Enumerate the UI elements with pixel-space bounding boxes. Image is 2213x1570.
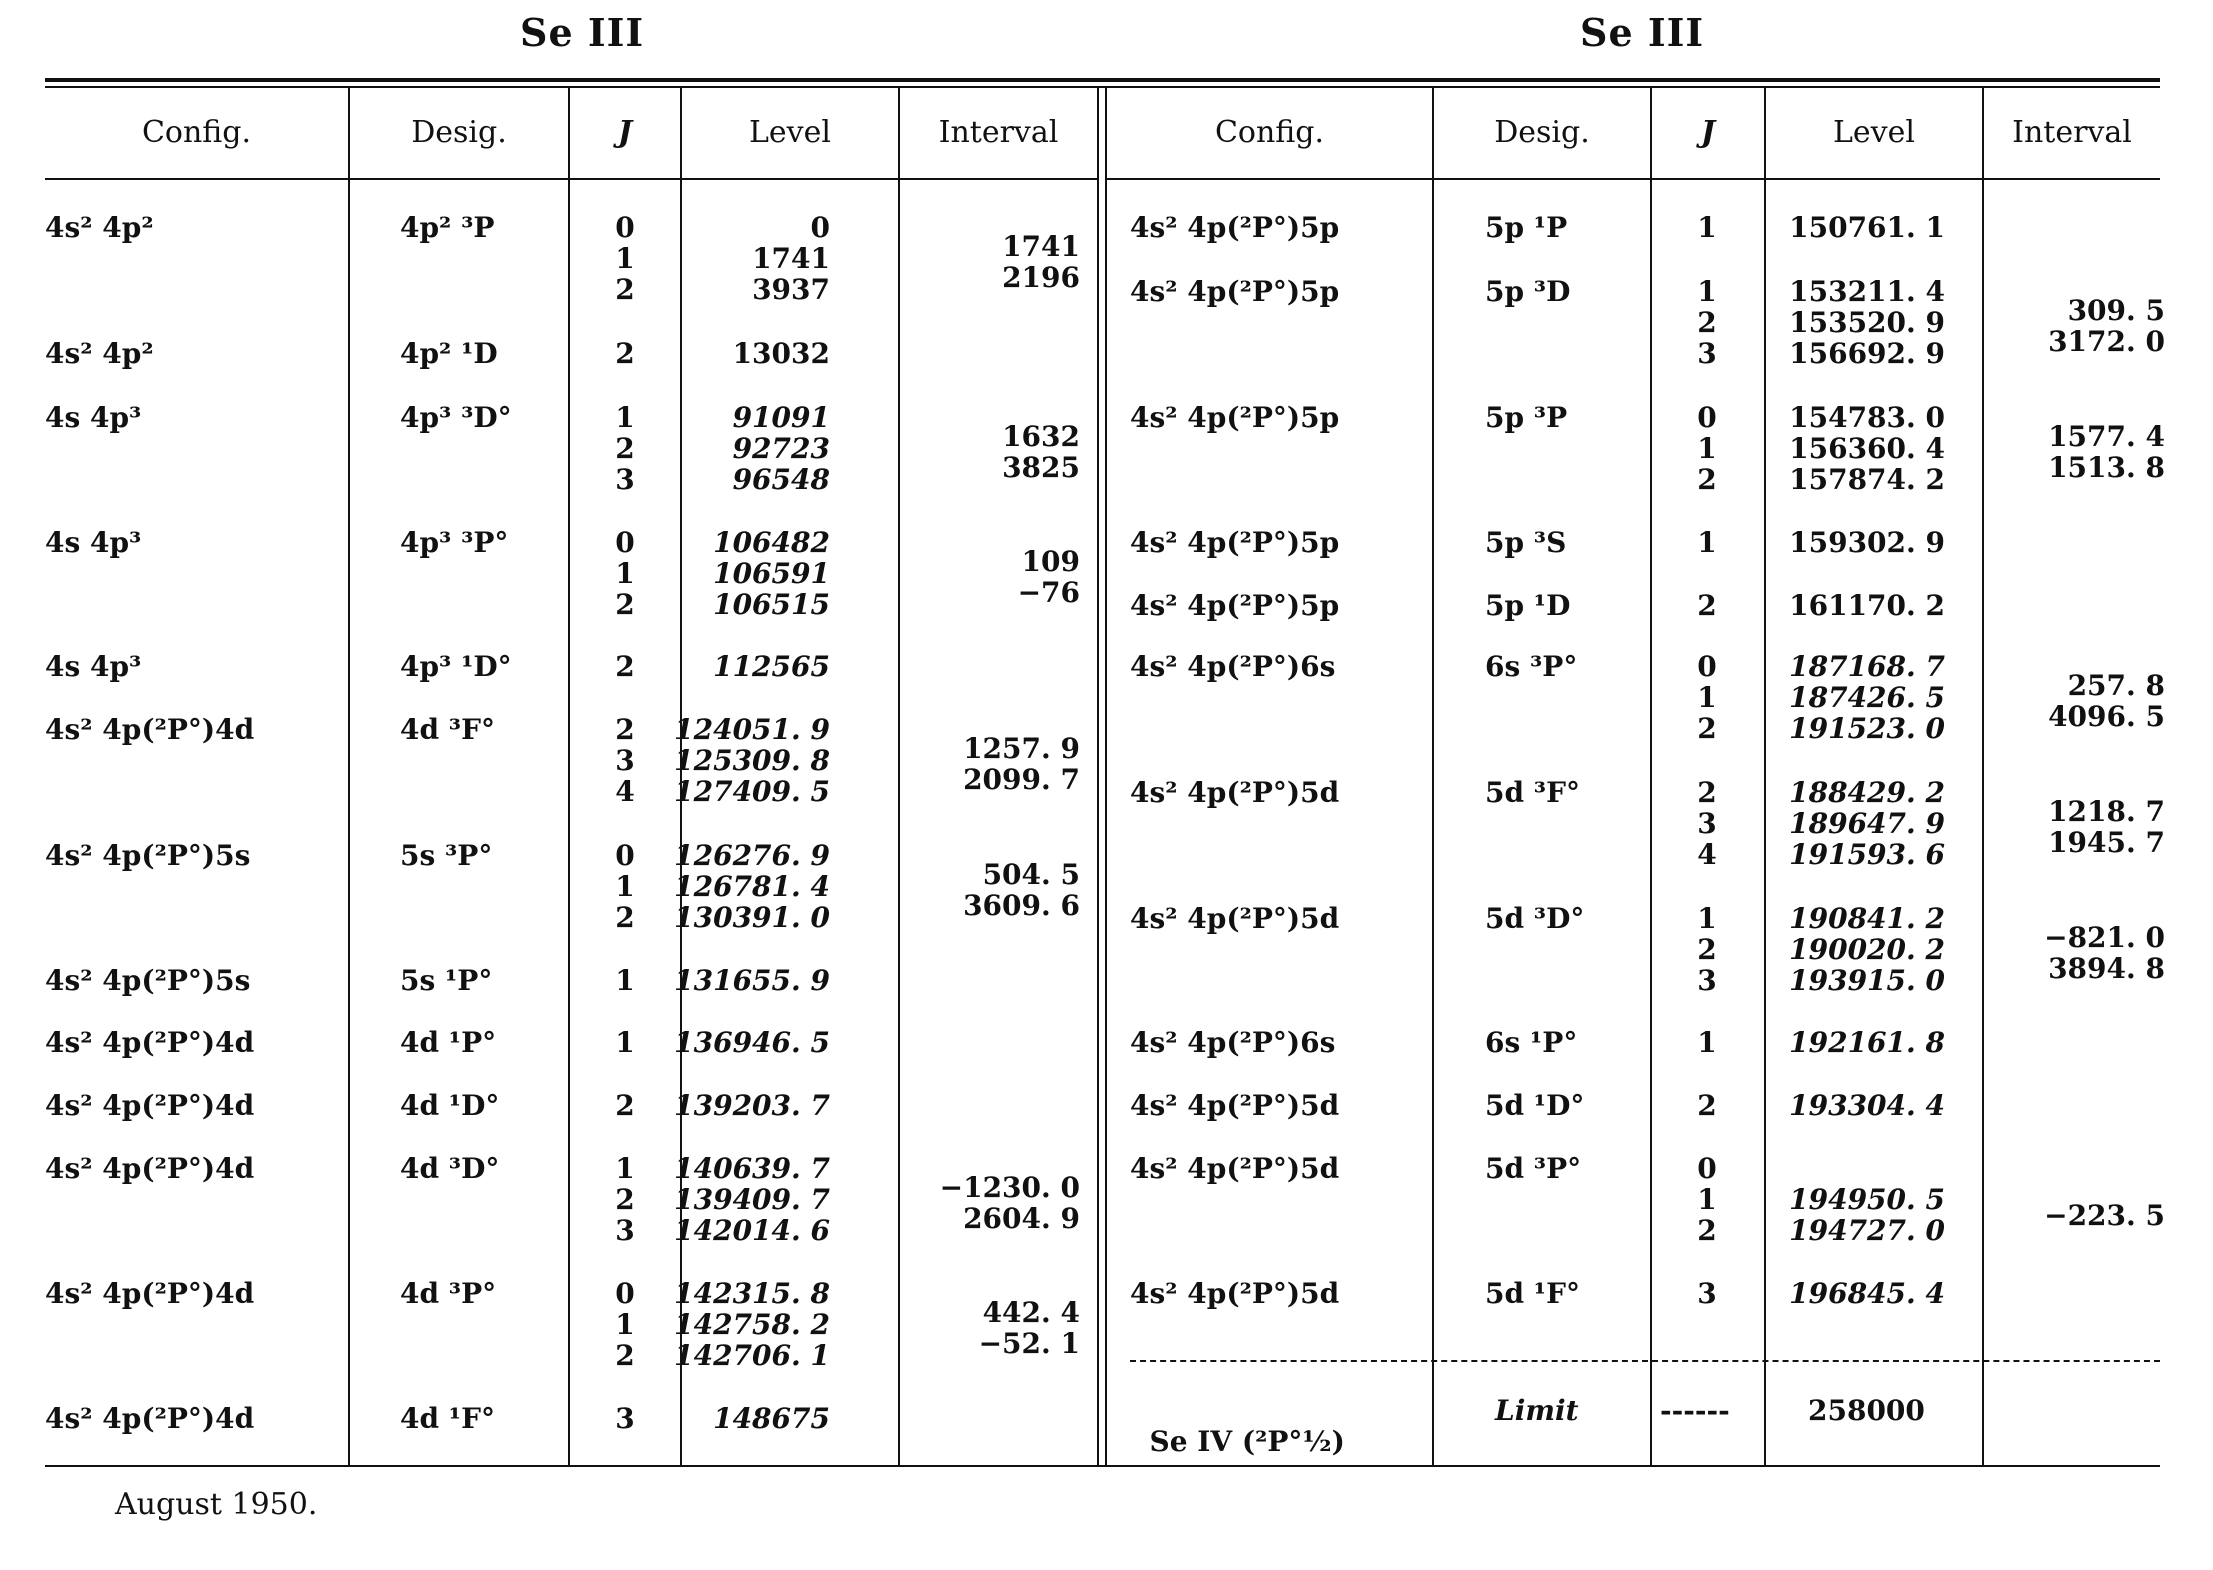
row-desig: 5p ³D	[1485, 275, 1571, 308]
row-j-value: 2	[615, 650, 635, 683]
row-interval-value: 1632	[1002, 419, 1080, 453]
row-j-value: 2	[1697, 712, 1717, 745]
row-config: 4s² 4p(²P°)5d	[1130, 776, 1340, 809]
row-level-value: 92723	[732, 432, 830, 465]
row-j-value: 1	[1697, 211, 1717, 244]
row-j-value: 2	[1697, 589, 1717, 622]
row-level-value: 156692. 9	[1789, 337, 1945, 370]
row-j-value: 2	[1697, 463, 1717, 496]
row-j-value: 1	[615, 1026, 635, 1059]
row-interval-value: 2196	[1002, 260, 1080, 294]
row-interval-value: 3825	[1002, 450, 1080, 484]
row-level-value: 148675	[713, 1402, 830, 1435]
row-desig: 6s ¹P°	[1485, 1026, 1578, 1059]
row-config: 4s² 4p(²P°)5p	[1130, 589, 1340, 622]
row-j-value: 3	[1697, 964, 1717, 997]
row-level-value: 192161. 8	[1789, 1026, 1945, 1059]
row-desig: 5s ³P°	[400, 839, 493, 872]
row-desig: 4p² ¹D	[400, 337, 498, 370]
row-j-value: 0	[1697, 401, 1717, 434]
row-desig: 4d ¹D°	[400, 1089, 500, 1122]
row-level-value: 106515	[713, 588, 830, 621]
row-config: 4s² 4p(²P°)5p	[1130, 275, 1340, 308]
row-j-value: 1	[1697, 681, 1717, 714]
row-desig: 4d ¹F°	[400, 1402, 495, 1435]
header-interval: Interval	[2012, 115, 2132, 150]
row-j-value: 1	[615, 401, 635, 434]
row-interval-value: 3894. 8	[2048, 951, 2165, 985]
row-level-value: 159302. 9	[1789, 526, 1945, 559]
row-desig: 6s ³P°	[1485, 650, 1578, 683]
row-j-value: 1	[615, 870, 635, 903]
limit-desig: Limit	[1495, 1394, 1579, 1427]
header-desig: Desig.	[411, 115, 507, 150]
row-config: 4s² 4p(²P°)4d	[45, 1402, 255, 1435]
row-desig: 5p ³P	[1485, 401, 1568, 434]
row-level-value: 190841. 2	[1789, 902, 1945, 935]
row-interval-value: 109	[1021, 544, 1080, 578]
row-level-value: 153520. 9	[1789, 306, 1945, 339]
row-interval-value: −1230. 0	[939, 1170, 1080, 1204]
row-level-value: 131655. 9	[674, 964, 830, 997]
row-interval-value: 1741	[1002, 229, 1080, 263]
row-interval-value: 1218. 7	[2048, 794, 2165, 828]
row-config: 4s² 4p²	[45, 211, 154, 244]
row-level-value: 140639. 7	[674, 1152, 830, 1185]
row-level-value: 139203. 7	[674, 1089, 830, 1122]
row-level-value: 139409. 7	[674, 1183, 830, 1216]
row-j-value: 2	[615, 901, 635, 934]
left-title	[520, 10, 644, 55]
limit-level: 258000	[1808, 1394, 1925, 1427]
row-interval-value: 309. 5	[2067, 293, 2165, 327]
row-desig: 5p ¹P	[1485, 211, 1568, 244]
row-interval-value: 3172. 0	[2048, 324, 2165, 358]
row-desig: 4p² ³P	[400, 211, 495, 244]
row-level-value: 126276. 9	[674, 839, 830, 872]
row-level-value: 1741	[752, 242, 830, 275]
row-interval-value: 2604. 9	[963, 1201, 1080, 1235]
header-desig: Desig.	[1494, 115, 1590, 150]
row-level-value: 127409. 5	[674, 775, 830, 808]
row-config: 4s² 4p(²P°)6s	[1130, 1026, 1336, 1059]
row-j-value: 3	[1697, 337, 1717, 370]
row-interval-value: 257. 8	[2067, 668, 2165, 702]
row-j-value: 3	[1697, 807, 1717, 840]
limit-j: ------	[1660, 1394, 1730, 1427]
row-interval-value: 1257. 9	[963, 731, 1080, 765]
row-desig: 5s ¹P°	[400, 964, 493, 997]
row-j-value: 2	[1697, 306, 1717, 339]
row-level-value: 130391. 0	[674, 901, 830, 934]
row-j-value: 1	[1697, 902, 1717, 935]
row-config: 4s² 4p(²P°)5d	[1130, 902, 1340, 935]
row-level-value: 13032	[732, 337, 830, 370]
row-level-value: 106482	[713, 526, 830, 559]
row-interval-value: 1577. 4	[2048, 419, 2165, 453]
row-desig: 5d ³D°	[1485, 902, 1585, 935]
row-config: 4s² 4p(²P°)5d	[1130, 1089, 1340, 1122]
row-level-value: 3937	[752, 273, 830, 306]
row-desig: 4p³ ³D°	[400, 401, 512, 434]
row-config: 4s² 4p(²P°)4d	[45, 1277, 255, 1310]
row-level-value: 157874. 2	[1789, 463, 1945, 496]
row-j-value: 2	[1697, 776, 1717, 809]
header-level: Level	[1833, 115, 1915, 150]
row-config: 4s² 4p(²P°)4d	[45, 1152, 255, 1185]
header-config: Config.	[141, 115, 252, 150]
row-level-value: 194727. 0	[1789, 1214, 1945, 1247]
row-j-value: 1	[615, 557, 635, 590]
col-divider	[348, 88, 350, 1465]
row-config: 4s² 4p²	[45, 337, 154, 370]
header-rule	[45, 178, 1097, 180]
row-level-value: 112565	[713, 650, 830, 683]
col-divider	[898, 88, 900, 1465]
row-level-value: 196845. 4	[1789, 1277, 1945, 1310]
row-j-value: 2	[615, 337, 635, 370]
col-divider	[1764, 88, 1766, 1465]
row-interval-value: 442. 4	[982, 1295, 1080, 1329]
row-level-value: 191523. 0	[1789, 712, 1945, 745]
row-level-value: 0	[810, 211, 830, 244]
row-desig: 5p ¹D	[1485, 589, 1571, 622]
header-config: Config.	[1214, 115, 1325, 150]
row-j-value: 0	[615, 526, 635, 559]
row-interval-value: −821. 0	[2044, 920, 2165, 954]
row-j-value: 3	[615, 1402, 635, 1435]
row-j-value: 3	[615, 744, 635, 777]
row-level-value: 125309. 8	[674, 744, 830, 777]
row-level-value: 187168. 7	[1789, 650, 1945, 683]
row-j-value: 1	[615, 1152, 635, 1185]
row-level-value: 142014. 6	[674, 1214, 830, 1247]
row-j-value: 2	[615, 1089, 635, 1122]
row-interval-value: 1945. 7	[2048, 825, 2165, 859]
row-level-value: 193915. 0	[1789, 964, 1945, 997]
row-interval-value: 2099. 7	[963, 762, 1080, 796]
row-config: 4s 4p³	[45, 401, 142, 434]
limit-separator	[1130, 1360, 2160, 1362]
row-level-value: 142758. 2	[674, 1308, 830, 1341]
row-j-value: 4	[1697, 838, 1717, 871]
row-level-value: 154783. 0	[1789, 401, 1945, 434]
row-desig: 4d ³F°	[400, 713, 495, 746]
row-level-value: 190020. 2	[1789, 933, 1945, 966]
row-config: 4s² 4p(²P°)6s	[1130, 650, 1336, 683]
row-desig: 4d ³P°	[400, 1277, 497, 1310]
row-j-value: 2	[615, 1183, 635, 1216]
row-config: 4s² 4p(²P°)5p	[1130, 526, 1340, 559]
limit-config-text: Se IV (²P°½)	[1149, 1425, 1345, 1458]
row-j-value: 2	[615, 1339, 635, 1372]
row-config: 4s 4p³	[45, 650, 142, 683]
row-j-value: 2	[1697, 1214, 1717, 1247]
row-interval-value: 4096. 5	[2048, 699, 2165, 733]
row-config: 4s² 4p(²P°)5d	[1130, 1277, 1340, 1310]
row-j-value: 1	[1697, 275, 1717, 308]
row-j-value: 1	[1697, 1026, 1717, 1059]
row-j-value: 1	[615, 964, 635, 997]
row-level-value: 161170. 2	[1789, 589, 1945, 622]
row-level-value: 187426. 5	[1789, 681, 1945, 714]
row-config: 4s² 4p(²P°)5p	[1130, 211, 1340, 244]
row-interval-value: 1513. 8	[2048, 450, 2165, 484]
row-level-value: 150761. 1	[1789, 211, 1945, 244]
col-divider	[1432, 88, 1434, 1465]
row-level-value: 136946. 5	[674, 1026, 830, 1059]
row-level-value: 91091	[732, 401, 830, 434]
left-title-text: Se III	[520, 10, 645, 55]
row-j-value: 1	[1697, 1183, 1717, 1216]
row-desig: 4d ¹P°	[400, 1026, 497, 1059]
row-desig: 5p ³S	[1485, 526, 1567, 559]
row-j-value: 0	[1697, 1152, 1717, 1185]
row-level-value: 193304. 4	[1789, 1089, 1945, 1122]
row-level-value: 191593. 6	[1789, 838, 1945, 871]
row-desig: 5d ¹D°	[1485, 1089, 1585, 1122]
row-config: 4s² 4p(²P°)4d	[45, 1089, 255, 1122]
row-level-value: 194950. 5	[1789, 1183, 1945, 1216]
header-j: J	[1700, 115, 1716, 150]
row-level-value: 106591	[713, 557, 830, 590]
col-divider	[568, 88, 570, 1465]
row-level-value: 156360. 4	[1789, 432, 1945, 465]
row-j-value: 0	[615, 1277, 635, 1310]
row-j-value: 3	[1697, 1277, 1717, 1310]
row-level-value: 124051. 9	[674, 713, 830, 746]
row-level-value: 189647. 9	[1789, 807, 1945, 840]
row-desig: 4p³ ¹D°	[400, 650, 512, 683]
row-interval-value: 504. 5	[982, 857, 1080, 891]
row-config: 4s² 4p(²P°)5d	[1130, 1152, 1340, 1185]
bottom-rule	[45, 1465, 2160, 1467]
row-interval-value: −52. 1	[978, 1326, 1080, 1360]
row-j-value: 2	[615, 713, 635, 746]
row-j-value: 1	[615, 1308, 635, 1341]
row-j-value: 3	[615, 1214, 635, 1247]
row-j-value: 0	[615, 839, 635, 872]
row-config: 4s² 4p(²P°)5p	[1130, 401, 1340, 434]
row-j-value: 2	[1697, 1089, 1717, 1122]
row-config: 4s² 4p(²P°)5s	[45, 839, 251, 872]
header-j: J	[617, 115, 633, 150]
table-split-divider	[1097, 88, 1107, 1465]
row-j-value: 0	[1697, 650, 1717, 683]
footnote: August 1950.	[115, 1487, 318, 1522]
row-j-value: 4	[615, 775, 635, 808]
row-config: 4s² 4p(²P°)4d	[45, 713, 255, 746]
row-desig: 5d ³P°	[1485, 1152, 1582, 1185]
row-j-value: 1	[615, 242, 635, 275]
row-config: 4s 4p³	[45, 526, 142, 559]
row-j-value: 2	[615, 273, 635, 306]
limit-config	[1130, 1395, 1345, 1457]
row-desig: 4p³ ³P°	[400, 526, 509, 559]
right-title	[1580, 10, 1704, 55]
header-rule	[1107, 178, 2160, 180]
row-j-value: 1	[1697, 432, 1717, 465]
row-desig: 5d ¹F°	[1485, 1277, 1580, 1310]
row-j-value: 2	[615, 588, 635, 621]
row-desig: 4d ³D°	[400, 1152, 500, 1185]
row-interval-value: −76	[1017, 575, 1080, 609]
right-title-text: Se III	[1580, 10, 1705, 55]
row-desig: 5d ³F°	[1485, 776, 1580, 809]
header-interval: Interval	[938, 115, 1059, 150]
row-interval-value: −223. 5	[2044, 1198, 2165, 1232]
col-divider	[1650, 88, 1652, 1465]
row-config: 4s² 4p(²P°)4d	[45, 1026, 255, 1059]
row-level-value: 142315. 8	[674, 1277, 830, 1310]
row-interval-value: 3609. 6	[963, 888, 1080, 922]
row-level-value: 142706. 1	[674, 1339, 830, 1372]
row-j-value: 0	[615, 211, 635, 244]
row-level-value: 96548	[732, 463, 830, 496]
row-j-value: 2	[1697, 933, 1717, 966]
row-j-value: 1	[1697, 526, 1717, 559]
row-level-value: 153211. 4	[1789, 275, 1945, 308]
row-level-value: 126781. 4	[674, 870, 830, 903]
row-j-value: 2	[615, 432, 635, 465]
top-rule-thick	[45, 78, 2160, 82]
col-divider	[1982, 88, 1984, 1465]
row-config: 4s² 4p(²P°)5s	[45, 964, 251, 997]
row-level-value: 188429. 2	[1789, 776, 1945, 809]
header-level: Level	[749, 115, 831, 150]
row-j-value: 3	[615, 463, 635, 496]
